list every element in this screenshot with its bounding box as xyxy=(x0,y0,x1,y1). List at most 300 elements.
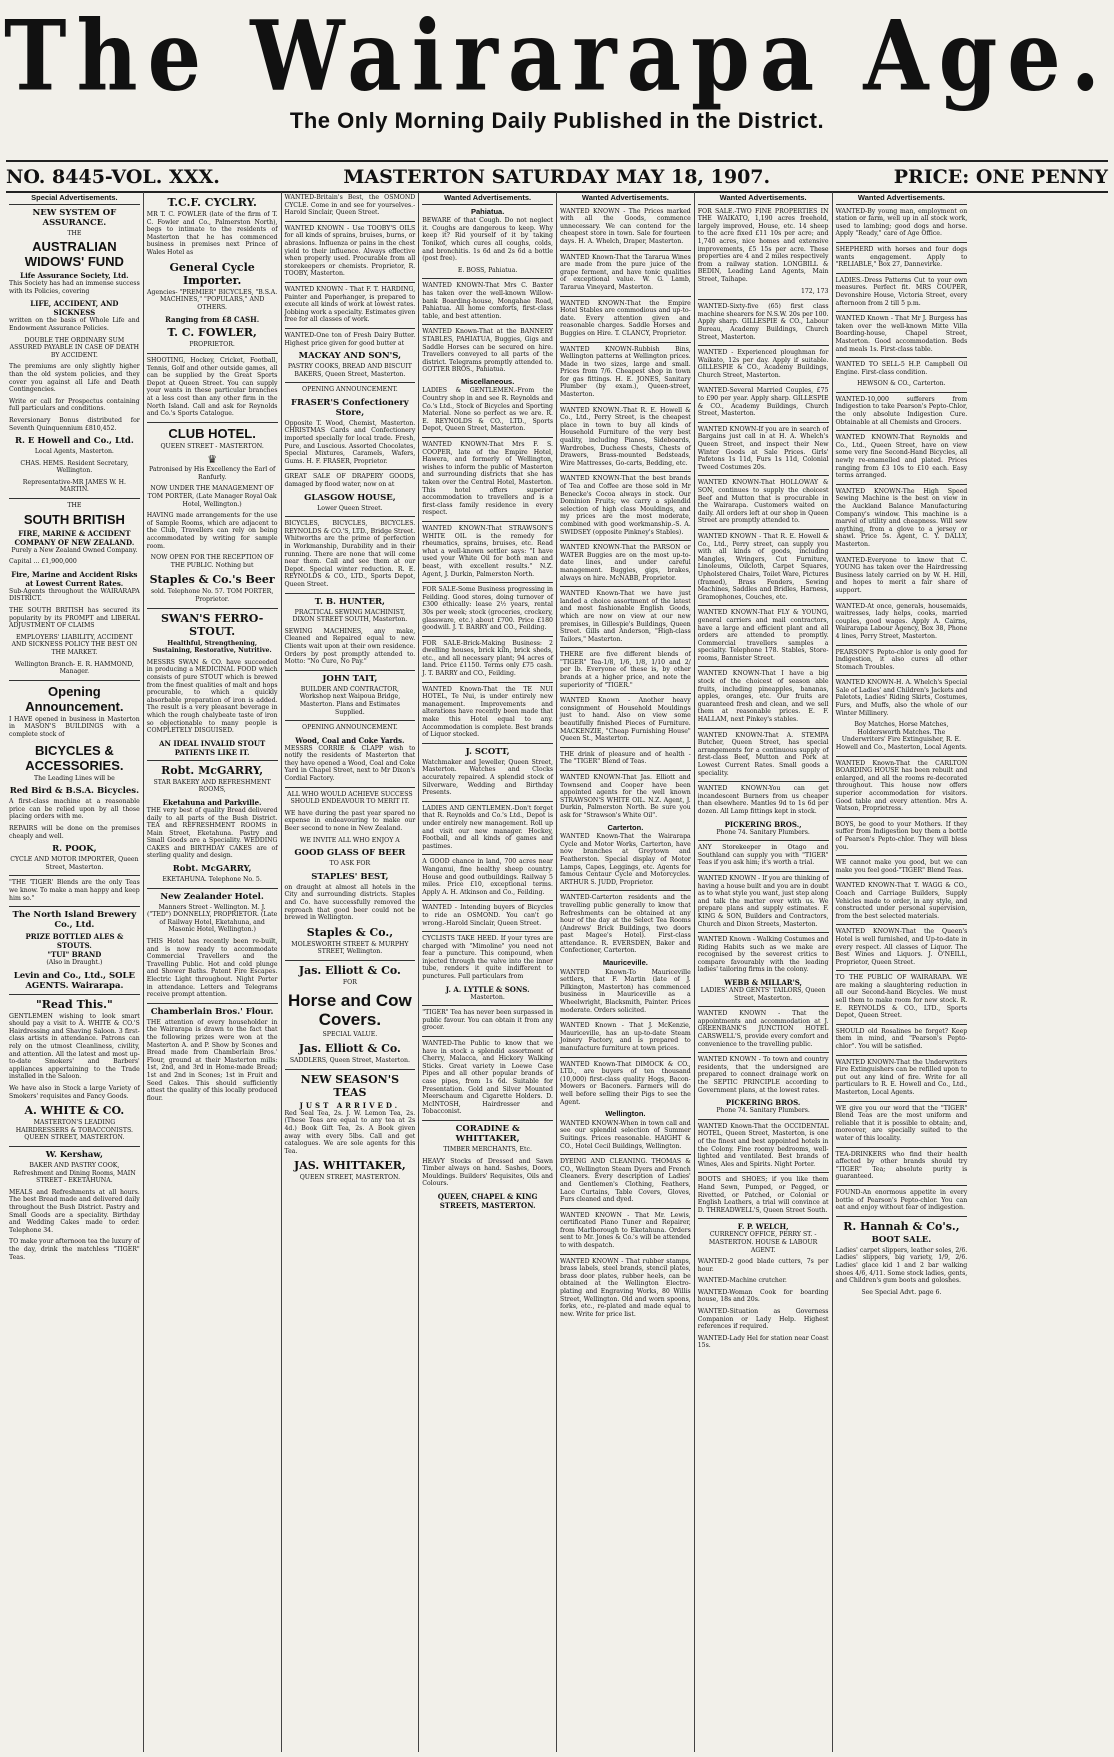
ad-heading: NEW SEASON'S TEAS xyxy=(300,1072,400,1099)
divider xyxy=(560,1208,691,1209)
ad-name: F. P. WELCH, xyxy=(737,1222,789,1232)
ad-name: GLASGOW HOUSE, xyxy=(304,492,396,503)
ad-text: WANTED Known - That J. McKenzie, Mauriceville, has an up-to-date Steam Joinery Factory, and is prepared to manufacture furniture at town prices. xyxy=(560,1022,691,1052)
divider xyxy=(698,475,829,476)
ad-heading: Wood, Coal and Coke Yards. xyxy=(295,735,405,745)
column-header: Special Advertisements. xyxy=(9,194,140,205)
ad-text: FOUND-An enormous appetite in every bottle of Pearson's Pepto-chlor. You can eat and enjoy without fear of indigestion. xyxy=(835,1188,968,1212)
ad-heading: CORADINE & WHITTAKER, xyxy=(455,1123,520,1144)
divider xyxy=(698,345,829,346)
ad-text: WANTED KNOWN - The Prices marked with all the Goods, commence unnecessary. We can contend for the cheapest store in town. Sale for fourteen days. H. A. Whelch, Draper, Masterton. xyxy=(560,207,691,245)
ad-text: WANTED KNOWN-If you are in search of Bargains just call in at H. A. Whelch's Queen Street, and inspect their New Winter Goods at Sale Prices. Girls' Pafetons 1s 11d, Furs 1s 11d, Colonial Tweed Costumes 20s. xyxy=(697,425,829,471)
ad-text: GREAT SALE OF DRAPERY GOODS, damaged by flood water, now on at xyxy=(284,473,416,489)
ad-heading: Opening Announcement. xyxy=(25,683,124,714)
ad-heading: GOOD GLASS OF BEER xyxy=(294,848,406,859)
ad-name: J. A. LYTTLE & SONS. xyxy=(445,984,530,994)
ad-name: PICKERING BROS. xyxy=(725,1098,801,1108)
divider xyxy=(836,855,968,856)
divider xyxy=(285,328,416,329)
divider xyxy=(9,680,140,681)
ad-text: WANTED-10,000 sufferers from Indigestion to take Pearson's Pepto-Chlor, the only absolute Indigestion Cure. Obtainable at all Chemists and Grocers. xyxy=(835,395,968,426)
ad-text: WANTED-One ton of Fresh Dairy Butter. Highest price given for good butter at xyxy=(284,331,416,347)
ad-text: CHAS. HEMS. Resident Secretary, Wellington. xyxy=(20,459,129,475)
ad-text: BAKER AND PASTRY COOK, Refreshment and Dining Rooms, MAIN STREET - EKETAHUNA. xyxy=(13,1162,136,1185)
issue-date: MASTERTON SATURDAY MAY 18, 1907. xyxy=(343,166,771,188)
ad-text: QUEEN STREET - MASTERTON. xyxy=(160,442,264,450)
ad-heading: T.C.F. CYCLRY. xyxy=(167,196,257,209)
ad-text: WANTED-Carterton residents and the travelling public generally to know that Refreshments can be obtained at any hour of the day at the Select Tea Rooms (Andrews' Brick Buildings, two doors past Magee's Hotel). First-class attendance. R. EVERSDEN, Baker and Confectioner, Carterton. xyxy=(560,894,691,955)
ad-text: WANTED KNOWN-That the best brands of Tea and Coffee are those sold in Mr Benecke's Cocoa always in stock. Our Dominion Fruits; we carry a splendid selection of high class Mouldings, and my prices are the most moderate, combined with good workmanship.-S. A. SWIDSEY (opposite Pinkney's Stables). xyxy=(560,475,691,536)
ad-heading: BICYCLES & ACCESSORIES. xyxy=(25,742,124,773)
ad-text: TO THE PUBLIC OF WAIRARAPA. WE are making a slaughtering reduction in all our Second-hand Bicycles. We must sell them to make room for new stock. R. E. REYNOLDS & CO., LTD., Sports Depot, Queen Street. xyxy=(835,974,968,1020)
ad-text: Healthful, Strengthening, Sustaining, Restorative, Nutritive. xyxy=(152,639,272,655)
ad-text: CYCLISTS TAKE HEED. If your tyres are charged with "Mimoline" you need not fear a puncture. This compound, when injected through the valve into the inner tube, renders it quite indifferent to punctures. Full particulars from xyxy=(422,935,553,981)
ad-text: PRACTICAL SEWING MACHINIST, DIXON STREET SOUTH, Masterton. xyxy=(292,608,408,624)
ad-text: WANTED KNOWN-That the Underwriters Fire Extinguishers can be refilled upon to put out any kind of fire. Write for all particulars to R. E. Howell and Co., Ltd., Masterton, Local Agents. xyxy=(835,1058,968,1096)
divider xyxy=(836,484,968,485)
ad-text: THE attention of every householder in the Wairarapa is drawn to the fact that the following prizes were won at the Masterton A. and P. Show by Scones and Bread made from Chamberlain Bros.' Flour, ground at their Masterton mills: 1st, 2nd, and 3rd in Home-made Bread; 1st and 2nd in Scones; 1st in Fruit and Seed Cakes. This should sufficiently attest the quality of this locally produced flour. xyxy=(146,1018,278,1102)
column-header: Wanted Advertisements. xyxy=(836,194,968,205)
ad-text: WANTED-Several Married Couples, £75 to £90 per year. Apply sharp. GILLESPIE & CO., Academy Buildings, Church Street, Masterton. xyxy=(697,387,829,418)
ad-text: WANTED KNOWN-The High Speed Sewing Machine is the best on view in the Auckland Balance Manufacturing Company's window. This machine is a marvel of utility and cheapness. Will sew anything, from a glove to a jersey or shawl. Price 5s. Agent, C. Y. DALLY, Masterton. xyxy=(835,487,968,548)
ad-text: FOR SALE-Brick-Making Business: 2 dwelling houses, brick kiln, brick sheds, etc., and all necessary plant; 94 acres of land. Price £1150. Terms only £75 cash. J. T. BARRY and CO., Feilding. xyxy=(422,639,553,678)
ad-text: TO make your afternoon tea the luxury of the day, drink the matchless "TIGER" Teas. xyxy=(9,1238,140,1261)
ad-text: "TUI" BRAND xyxy=(47,950,102,960)
ad-heading: "Read This." xyxy=(36,997,113,1011)
ad-text: GENTLEMEN wishing to look smart should pay a visit to A. WHITE & CO.'S Hairdressing and Shaving Saloon. 3 first-class artists in attendance. Patrons can rely on the utmost Cleanliness, civility, and attention. All the latest and most up-to-date Smokers' and Barbers' appliances appertaining to the Trade installed in the Saloon. xyxy=(9,1012,140,1081)
ad-text: DYEING AND CLEANING. THOMAS & CO., Wellington Steam Dyers and French Cleaners. Every description of Ladies' and Gentlemen's Clothing, Feathers, Lace Curtains, Table Covers, Gloves, Furs cleaned and dyed. xyxy=(560,1158,691,1204)
ad-text: The Leading Lines will be xyxy=(33,774,115,782)
column-4 xyxy=(419,192,557,1752)
divider xyxy=(560,1057,691,1058)
ad-heading: New Zealander Hotel. xyxy=(160,891,264,902)
top-rule xyxy=(6,160,1108,162)
ad-name: HEWSON & CO., Carterton. xyxy=(857,380,946,388)
ad-text: MESSRS SWAN & CO. have succeeded in producing a MEDICINAL FOOD which consists of pure STOUT which is brewed from the finest qualities of malt and hops procurable, to which a quickly absorbable preparation of iron is added. The result is a very pleasant beverage in which the rough chalybeate taste of iron so objectionable to many people is COMPLETELY DISGUISED. xyxy=(146,658,278,735)
ad-text: DOUBLE THE ORDINARY SUM ASSURED PAYABLE IN CASE OF DEATH BY ACCIDENT. xyxy=(9,336,140,359)
ad-text: QUEEN, CHAPEL & KING STREETS, MASTERTON. xyxy=(437,1191,538,1210)
ad-text: WANTED-Britain's Best, the OSMOND CYCLE. Come in and see for yourselves.-Harold Sinclair, Queen Street. xyxy=(284,194,416,217)
ad-text: WANTED KNOWN-That Reynolds and Co., Ltd., Queen Street, have on view some very fine Second-Hand Bicycles, all newly re-enamelled and plated. Prices ranging from £3 10s to £10 each. Easy terms arranged. xyxy=(835,434,968,480)
divider xyxy=(698,529,829,530)
divider xyxy=(698,871,829,872)
ad-text: CURRENCY OFFICE, PERRY ST. - MASTERTON. HOUSE & LABOUR AGENT. xyxy=(708,1231,818,1254)
column-1 xyxy=(6,192,144,1752)
ad-heading: Robt. McGARRY, xyxy=(161,763,264,777)
ad-name: W. Kershaw, xyxy=(45,1150,104,1160)
ad-text: SEWING MACHINES, any make, Cleaned and Repaired equal to new. Clients wait upon at their own residence. Orders by post promptly attended to. Motto: "No Cure, No Pay." xyxy=(284,627,416,666)
ad-company-name: SOUTH BRITISH xyxy=(23,511,125,527)
ad-text: THE xyxy=(67,502,82,510)
ad-text: Purely a New Zealand Owned Company. xyxy=(11,546,138,554)
divider xyxy=(422,801,553,802)
ad-text: WANTED Known-That the TE NUI HOTEL, Te Nui, is under entirely new management. Improvements and alterations have recently been made that make this Hotel equal to any. Accommodation is complete. Best brands of Liquor stocked. xyxy=(422,685,553,739)
ad-text: THE very best of quality Bread delivered daily to all parts of the Bush District. TEA and REFRESHMENT ROOMS in Main Street, Eketahuna. Pastry and Small Goods are a Speciality. WEDDING CAKES and BIRTHDAY CAKES are of sterling quality and design. xyxy=(146,806,278,860)
ad-text: THERE are five different blends of "TIGER" Tea-1/8, 1/6, 1/8, 1/10 and 2/ per lb. Everyone of these is, by other brands at a higher price, and note the superiority of "TIGER." xyxy=(560,651,691,689)
ad-text: AN IDEAL INVALID STOUT PATIENTS LIKE IT. xyxy=(159,738,266,757)
divider xyxy=(560,250,691,251)
ad-text: WANTED-Everyone to know that C. YOUNG has taken over the Hairdressing Business lately carried on by W. H. Hill, and hopes to merit a fair share of support. xyxy=(835,556,968,594)
ad-text: WE give you our word that the "TIGER" Blend Teas are the most uniform and reliable that it is possible to obtain; and, moreover, are specially suited to the water of this locality. xyxy=(835,1104,968,1142)
divider xyxy=(836,357,968,358)
divider xyxy=(285,282,416,283)
ad-text: Boy Matches, Horse Matches, Holdersworth Matches. The Underwriters' Fire Extinguisher, R. E. Howell and Co., Masterton, Local Agents. xyxy=(835,721,967,752)
divider xyxy=(836,430,968,431)
ad-text: SHOULD old Rosalines be forget? Keep them in mind, and "Pearson's Pepto-chlor". You will be satisfied. xyxy=(835,1027,968,1051)
ad-text: LADIES AND GENTLEMEN.-Don't forget that R. Reynolds and Co.'s Ltd., Depot is under entirely new management. Roll up and visit our new manager. Hockey, Football, and all kinds of games and pastimes. xyxy=(422,804,553,850)
ad-agent: Levin and Co., Ltd., SOLE AGENTS. Wairarapa. xyxy=(13,970,135,991)
divider xyxy=(698,605,829,606)
divider xyxy=(9,875,140,876)
divider xyxy=(698,1052,829,1053)
ad-heading: Chamberlain Bros.' Flour. xyxy=(150,1006,274,1017)
masthead xyxy=(0,0,1114,134)
ad-name: A. WHITE & CO. xyxy=(24,1104,125,1118)
divider xyxy=(836,970,968,971)
ad-text: SHOOTING, Hockey, Cricket, Football, Tennis, Golf and other outside games, all can be supplied by the Great Sports Depot at Queen Street. You can supply your wants in these particular branches at a less cost than any other firm in the North Island. Call and ask for Reynolds and Co.'s Sports Catalogue. xyxy=(146,356,278,418)
ad-text: WANTED KNOWN.-That R. E. Howell & Co., Ltd., Perry Street, is the cheapest place in town to buy all kinds of Household Furniture of the very best quality, including Pianos, Sideboards, Wardrobes, Duchess Chests, Chests of Drawers, Brass-mounted Bedsteads, Wire Mattresses, Go-carts, Bedding, etc. xyxy=(560,406,691,467)
ad-text: WANTED KNOWN-Rubbish Bins, Wellington patterns at Wellington prices. Made in two sizes, large and small. Prices from 7/6. Cheapest shop in town for gas fittings. H. E. JONES, Sanitary Plumber (by exam.), Queen-street, Masterton. xyxy=(560,345,691,399)
ad-text: HEAVY Stocks of Dressed and Sawn Timber always on hand. Sashes, Doors, Mouldings. Builders' Requisites, Oils and Colours. xyxy=(422,1157,553,1188)
ad-text: WANTED-2 good blade cutters, 7s per hour. xyxy=(697,1258,829,1273)
divider xyxy=(285,960,416,961)
divider xyxy=(285,670,416,671)
divider xyxy=(422,854,553,855)
ad-text: WANTED KNOWN - That Mr. Lewis, certificated Piano Tuner and Repairer, from Marlborough to Eketahuna. Orders sent to Mr. Jones & Co.'s will be attended to with despatch. xyxy=(560,1211,691,1250)
divider xyxy=(698,299,829,300)
ad-text: FOR SALE.-TWO FINE PROPERTIES IN THE WAIKATO, 1,190 acres freehold, largely improved, House, etc. 14 sheep to the acre fixed £11 10s per acre; and 1,740 acres, nice homes and extensive improvements, £5 15s per acre. These properties are 4 and 2 miles respectively from a railway station. LONGBILL & BEDIN, Leading Land Agents, Main Street, Taihape. xyxy=(697,207,829,283)
divider xyxy=(9,498,140,499)
divider xyxy=(9,906,140,907)
divider xyxy=(422,1120,553,1121)
divider xyxy=(698,840,829,841)
ad-text: STAR BAKERY AND REFRESHMENT ROOMS, xyxy=(153,778,271,794)
divider xyxy=(836,1055,968,1056)
divider xyxy=(836,878,968,879)
ad-text: WANTED KNOWN - That rubber stamps, brass labels, steel brands, stencil plates, brass door plates, rubber heels, can be obtained at the Wellington Electro-plating and Engraving Works, 80 Willis Street, Wellington. Old and worn spoons, forks, etc., re-plated and made equal to new. Write for price list. xyxy=(560,1257,691,1318)
divider xyxy=(836,924,968,925)
ad-text: WANTED Known-That at the BANNERY STABLES, PAHIATUA, Buggies, Gigs and Saddle Horses can be secured on hire. Travellers conveyed to all parts of the district. Telegrams promptly attended to. GOTTER BROS., Pahiatua. xyxy=(422,328,553,374)
divider xyxy=(836,273,968,274)
ad-text: Red Seal Tea, 2s. J. W. Lemon Tea, 2s. (These Teas are equal to any tea at 2s 4d.) Book Gift Tea, 2s. A Book given away with every 5lbs. Call and get catalogues. We are sole agents for this Tea. xyxy=(284,1109,416,1155)
ad-text: WANTED KNOWN-That HOLLOWAY & SON, continues to supply the choicest Beef and Mutton that is procurable in the Wairarapa. Customers waited on daily. All orders left at our shop in Queen Street are promptly attended to. xyxy=(697,479,829,525)
ad-text: Eketahuna and Parkville. xyxy=(162,797,262,807)
divider xyxy=(560,647,691,648)
divider xyxy=(9,994,140,995)
ad-text: QUEEN STREET, MASTERTON. xyxy=(299,1174,401,1182)
ad-text: Ranging from £8 CASH. xyxy=(165,315,260,325)
divider xyxy=(422,636,553,637)
ad-name: T. C. FOWLER, xyxy=(167,326,257,340)
ad-text: Reversionary Bonus distributed for Seventh Quinquennium £810,452. xyxy=(9,416,140,432)
ad-subheading: Life Assurance Society, Ltd. xyxy=(20,271,129,281)
ad-text: WE INVITE ALL WHO ENJOY A xyxy=(300,836,400,844)
ad-text: Opposite T. Wood, Chemist, Masterton. CHRISTMAS Cards and Confectionery imported specially for local trade. Fresh, Pure, and Luscious. Assorted Chocolates, Special Mixtures, Caramels, Wafers, Gums. H. F. FRASER, Proprietor. xyxy=(284,419,416,465)
divider xyxy=(285,593,416,594)
ad-heading: Jas. Elliott & Co. xyxy=(298,963,401,977)
ad-text: PRIZE BOTTLED ALES & STOUTS. xyxy=(25,932,124,951)
ad-text: A GOOD chance in land, 700 acres near Wanganui, fine healthy sheep country. House and good outbuildings. Railway 5 miles. Price £10, exceptional terms. Apply A. H. Atkinson and Co., Feilding. xyxy=(422,858,553,896)
ad-text: WANTED-At once, generals, housemaids, waitresses, lady helps, cooks, married couples, good wages. Apply A. Cairns, Wairarapa Labour Agency, Box 38, Phone 4 lines, Perry Street, Masterton. xyxy=(835,602,968,640)
ad-text: THIS Hotel has recently been re-built, and is now ready to accommodate Commercial Travellers and the Travelling Public. Hot and cold plunge and Shower Baths. Patent Fire Escapes. Electric Light throughout. Night Porter in attendance. Letters and Telegrams receive prompt attention. xyxy=(146,938,278,999)
divider xyxy=(560,296,691,297)
divider xyxy=(836,242,968,243)
ad-text: Write or call for Prospectus containing full particulars and conditions. xyxy=(9,397,140,413)
ad-name: PICKERING BROS., xyxy=(724,819,802,829)
divider xyxy=(422,1005,553,1006)
ad-text: WANTED KNOWN-That the Queen's Hotel is well furnished, and Up-to-date in every respect. All classes of Liquor. The Best Wines and Liquors. J. O'NEILL, Proprietor, Queen Street. xyxy=(835,928,968,966)
ad-text: BOOTS and SHOES; if you like them Hand Sewn, Pumped, or Pegged, or Rivetted, or Patched, or Colonial or English Leathers, a trial will convince at D. THREADWELL'S, Queen Street South. xyxy=(697,1176,829,1214)
ad-text: BEWARE of that Cough. Do not neglect it. Coughs are dangerous to keep. Why keep it? Rid yourself of it by taking Tonikof, which cures all coughs, colds, and bronchitis. 1s 6d and 2s 6d a bottle (post free). xyxy=(422,217,553,263)
ad-heading: SWAN'S FERRO-STOUT. xyxy=(160,611,264,638)
divider xyxy=(285,720,416,721)
divider xyxy=(698,728,829,729)
ad-name: MACKAY AND SON'S, xyxy=(298,351,402,362)
divider xyxy=(698,666,829,667)
ad-heading: JOHN TAIT, xyxy=(322,673,378,684)
ad-text: SADDLERS, Queen Street, Masterton. xyxy=(289,1057,410,1065)
ad-name: R. POOK, xyxy=(52,844,97,855)
ad-text: WANTED-Woman Cook for boarding house, 18s and 20s. xyxy=(697,1288,829,1304)
ad-text: WANTED KNOWN-That A. STEMPA Butcher, Queen Street, has special arrangements for a continuous supply of first-class Beef, Mutton and Pork at Lowest Current Rates. Small goods a speciality. xyxy=(697,731,829,777)
ad-text: 172, 173 xyxy=(800,287,829,295)
divider xyxy=(422,931,553,932)
ad-text: EMPLOYERS' LIABILITY, ACCIDENT AND SICKNESS POLICY THE BEST ON THE MARKET. xyxy=(11,633,138,656)
ad-subheading: BOOT SALE. xyxy=(871,1234,932,1245)
divider xyxy=(560,540,691,541)
ad-company-name: AUSTRALIAN WIDOWS' FUND xyxy=(24,239,124,270)
column-7 xyxy=(833,192,971,1752)
ad-text: WANTED KNOWN - Use TOOBY'S OILS for all kinds of sprains, bruises, burns, or abrasions. Influenza or pains in the chest yield to their influence. Always effective when properly used. Procurable from all storekeepers or chemists. Proprietor, R. TOOBY, Masterton. xyxy=(284,224,416,278)
columns xyxy=(6,192,1108,1752)
ad-text: LADIES' AND GENTS' TAILORS, Queen Street, Masterton. xyxy=(700,987,826,1002)
ad-text: THE xyxy=(67,229,82,237)
ad-text: Capital ... £1,900,000 xyxy=(9,558,77,566)
ad-text: PASTRY COOKS, BREAD AND BISCUIT BAKERS, Queen Street, Masterton. xyxy=(287,363,412,378)
ad-text: Local Agents, Masterton. xyxy=(34,448,114,456)
ad-text: SHEPHERD with horses and four dogs wants engagement. Apply to "RELIABLE," Box 27, Dannevirke. xyxy=(835,245,968,269)
ad-text: HAVING made arrangements for the use of Sample Rooms, which are adjacent to the Club, Travellers can rely on being accommodated by writing for sample room. xyxy=(146,512,278,550)
ad-text: BOYS, be good to your Mothers. If they suffer from Indigestion buy them a bottle of Pearson's Pepto-chlor. They will bless you. xyxy=(835,820,968,851)
ad-text: WANTED-Situation as Governess Companion or Lady Help. Highest references if required. xyxy=(697,1308,829,1331)
divider xyxy=(147,422,278,423)
ad-text: JUST ARRIVED. xyxy=(299,1100,401,1110)
divider xyxy=(422,521,553,522)
section-heading: Mauriceville. xyxy=(602,958,648,968)
ad-text: Agencies- "PREMIER" BICYCLES, "B.S.A. MACHINES," "POPULARS," AND OTHERS. xyxy=(147,288,278,311)
ad-text: Phone 74. Sanitary Plumbers. xyxy=(716,1107,810,1115)
ad-text: LADIES.-Dress Patterns Cut to your own measures. Perfect fit. MRS COUPER, Devonshire House, Victoria Street, every afternoon from 2 till 5 p.m. xyxy=(835,276,968,307)
ad-text: FOR SALE-Some Business progressing in Feilding. Good stores, doing turnover of £300 ethically: lease 2½ years, rental 30s per week; stock (groceries, crockery, glassware, etc.) about £700. Price £180 goodwill. J. T. BARRY and CO., Feilding. xyxy=(422,586,553,632)
column-header: Wanted Advertisements. xyxy=(560,194,691,205)
divider xyxy=(422,324,553,325)
ad-text: BUILDER AND CONTRACTOR, Workshop next Waipoua Bridge, Masterton. Plans and Estimates Supplied. xyxy=(299,685,401,716)
ad-text: A first-class machine at a reasonable price can be relied upon by all those placing orders with me. xyxy=(9,798,140,821)
ad-name: JAS. WHITTAKER, xyxy=(294,1159,406,1173)
divider xyxy=(422,278,553,279)
ad-text: TO ASK FOR xyxy=(329,860,371,868)
ad-subheading: Red Bird & B.S.A. Bicycles. xyxy=(9,786,140,797)
ad-text: WANTED KNOWN-H. A. Whelch's Special Sale of Ladies' and Children's Jackets and Paletots, Ladies' Riding Skirts, Costumes, Furs, and Muffs, also the whole of our Winter Millinery. xyxy=(835,679,968,717)
masthead-title: The Wairarapa Age. xyxy=(3,0,1110,113)
ad-text: ALL WHO WOULD ACHIEVE SUCCESS SHOULD ENDEAVOUR TO MERIT IT. xyxy=(287,790,413,806)
ad-text: Phone 74. Sanitary Plumbers. xyxy=(716,828,810,836)
ad-heading: NEW SYSTEM OF ASSURANCE. xyxy=(32,207,117,228)
column-header: Wanted Advertisements. xyxy=(422,194,553,205)
ad-text: Manners Street - Wellington. M. J. ("TED") DONNELLY, PROPRIETOR. (Late of Railway Hotel, Eketahuna, and Masonic Hotel, Wellington.) xyxy=(146,903,278,934)
column-2 xyxy=(144,192,282,1752)
ad-name: STAPLES' BEST, xyxy=(311,871,389,882)
divider xyxy=(836,553,968,554)
ad-text: I HAVE opened in business in Masterton in MASON'S BUILDINGS with a complete stock of xyxy=(9,715,140,738)
ad-text: Patronised by His Excellency the Earl of Ranfurly. xyxy=(148,466,276,481)
ad-heading: CLUB HOTEL. xyxy=(168,425,256,441)
section-heading: Miscellaneous. xyxy=(460,376,515,386)
ad-text: WANTED Known-That the CARLTON BOARDING HOUSE has been rebuilt and enlarged, and all the rooms re-decorated throughout. This house now offers superior accommodation for visitors. Good table and every attention. Mrs A. Watson, Proprietress. xyxy=(835,759,968,813)
ad-text: LADIES & GENTLEMEN.-From the Country shop in and see R. Reynolds and Co.'s Ltd., Stock of Bicycles and Sporting Material. None so perfect as we are. R. E. REYNOLDS & CO., LTD., Sports Depot, Queen Street, Masterton. xyxy=(422,387,553,433)
divider xyxy=(698,422,829,423)
masthead-tagline: The Only Morning Daily Published in the District. xyxy=(289,108,825,133)
ad-text: MASTERTON'S LEADING HAIRDRESSERS & TOBACCONISTS. QUEEN STREET, MASTERTON. xyxy=(15,1119,134,1142)
ad-text: WANTED KNOWN - That F. T. HARDING, Painter and Paperhanger, is prepared to execute all kinds of work at lowest rates. Jobbing work a specialty. Estimates given free for all classes of work. xyxy=(284,285,416,324)
ad-text: WANTED KNOWN-That Jas. Elliott and Townsend and Cooper have been appointed agents for the well known STRAWSON'S WHITE OIL. N.Z. Agent, J. Durkin, Palmerston North. Be sure you ask for "Strawson's White Oil". xyxy=(560,774,691,819)
ad-text: WE cannot make you good, but we can make you feel good-"TIGER" Blend Teas. xyxy=(835,859,968,874)
divider xyxy=(422,900,553,901)
issue-number: NO. 8445-VOL. XXX. xyxy=(6,166,220,188)
divider xyxy=(836,1185,968,1186)
divider xyxy=(560,342,691,343)
ad-text: WANTED-By young man, employment on station or farm, well up in all stock work, used to lambing; good dogs and horse. Apply "Ready," care of Age Office. xyxy=(835,207,968,238)
ad-text: WANTED KNOWN - That the appointments and accommodation at J. GREENBANK'S JUNCTION HOTEL CARSWELL'S, provide every comfort and convenience to the travelling public. xyxy=(697,1010,829,1048)
ad-text: on draught at almost all hotels in the City and surrounding districts. Staples and Co. have successfully removed the reproach that good beer could not be brewed in Wellington. xyxy=(284,883,416,922)
ad-text: WANTED KNOWN - That R. E. Howell & Co., Ltd., Perry street, can supply you with all kinds of goods, including Mangles, Wringers, Cut Furniture, Linoleums, Oilcloth, Carpet Squares, Upholstered Chairs, Toilet Ware, Pictures (framed), Brass Fenders, Sewing Machines, Saddles and Bridles, Harness, Gramophones, Couches, etc. xyxy=(697,532,829,601)
divider xyxy=(560,747,691,748)
ad-text: FOR xyxy=(342,978,357,986)
divider xyxy=(147,353,278,354)
divider xyxy=(836,1147,968,1148)
divider xyxy=(836,599,968,600)
divider xyxy=(285,516,416,517)
divider xyxy=(560,1154,691,1155)
divider xyxy=(147,1003,278,1004)
ad-text: WANTED-Lady Hel for station near Coast 15s. xyxy=(697,1334,829,1350)
ad-text: CYCLE AND MOTOR IMPORTER, Queen Street, Masterton. xyxy=(10,856,139,871)
ad-text: This Society has had an immense success with its Policies, covering xyxy=(9,280,140,295)
ad-text: WANTED Known-That the Wairarapa Cycle and Motor Works, Carterton, have now branches at Greytown and Featherston. Special display of Motor Lamps, Capes, Leggings, etc. Agents for famous Centaur Cycle and Motorcycles. ARTHUR S. JUDD, Proprietor. xyxy=(560,833,691,886)
divider xyxy=(560,1018,691,1019)
ad-heading: Horse and Cow Covers. xyxy=(288,990,412,1029)
divider xyxy=(698,383,829,384)
ad-text: WANTED - Intending buyers of Bicycles to ride an OSMOND. You can't go wrong.-Harold Sinclair, Queen Street. xyxy=(422,904,553,927)
divider xyxy=(560,1254,691,1255)
divider xyxy=(560,471,691,472)
ad-text: SPECIAL VALUE. xyxy=(322,1030,378,1038)
divider xyxy=(836,1216,968,1217)
column-5 xyxy=(557,192,695,1752)
divider xyxy=(285,221,416,222)
ad-text: LIFE, ACCIDENT, AND SICKNESS xyxy=(30,299,119,318)
ad-heading: The North Island Brewery Co., Ltd. xyxy=(12,910,137,931)
ad-text: "THE 'TIGER' Blends are the only Teas we know. To make a man happy and keep him so." xyxy=(9,879,140,902)
ad-text: WANTED Known-That the OCCIDENTAL HOTEL, Queen Street, Masterton, is one of the finest and best appointed hotels in the Colony. Fine roomy bedrooms, well-lighted and ventilated. Best brands of Wines, Ales and Spirits. Night Porter. xyxy=(697,1122,829,1168)
ad-text: WANTED KNOWN-That Mrs F. S. COOPER, late of the Empire Hotel, Hawera, and formerly of Wellington, wishes to inform the public of Masterton and surrounding districts that she has taken over the Central Hotel, Masterton. This hotel offers superior accommodation to travellers and is a first-class family residence in every respect. xyxy=(422,441,553,517)
column-3 xyxy=(282,192,420,1752)
section-heading: Carterton. xyxy=(607,822,644,832)
ad-text: Sub-Agents throughout the WAIRARAPA DISTRICT. xyxy=(9,587,140,603)
ad-text: Wellington Branch- E. R. HAMMOND, Manager. xyxy=(14,660,134,676)
ad-text: We have also in Stock a large Variety of Smokers' requisites and Fancy Goods. xyxy=(9,1085,140,1100)
ad-text: MR T. C. FOWLER (late of the firm of T. C. Fowler and Co., Palmerston North), begs to intimate to the residents of Masterton that he has commenced business in premises next Prince of Wales Hotel as xyxy=(146,211,278,256)
ad-heading: R. Hannah & Co's., xyxy=(843,1219,960,1233)
ad-text: Fire, Marine and Accident Risks at Lowest Current Rates. xyxy=(11,569,138,588)
ad-text: sold. Telephone No. 57. TOM PORTER, Proprietor. xyxy=(150,588,274,603)
divider xyxy=(422,682,553,683)
ad-text: written on the basis of Whole Life and Endowment Assurance Policies. xyxy=(9,317,140,332)
ad-text: NOW OPEN FOR THE RECEPTION OF THE PUBLIC. Nothing but xyxy=(150,554,274,569)
ad-text: Masterton. xyxy=(470,993,505,1001)
divider xyxy=(147,888,278,889)
ad-text: TEA-DRINKERS who find their health affected by other brands should try "TIGER" Tea; absolute purity is guaranteed. xyxy=(835,1150,968,1181)
ad-text: WANTED Known-To Mauriceville settlers, that F. Martin (late of J. Pilkington, Masterton) has commenced business in Mauriceville as a Wheelwright, Blacksmith, Painter. Prices moderate. Orders solicited. xyxy=(560,968,691,1014)
divider xyxy=(285,382,416,383)
ad-name: Robt. McGARRY, xyxy=(172,864,252,875)
ad-text: WANTED Known - That Mr J. Burgess has taken over the well-known Mitte Villa Boarding-house, Chapel Street, Masterton. Good accommodation. Beds and meals 1s. First-class table. xyxy=(835,315,968,353)
ad-text: WANTED KNOWN-You can get incandescent Burners from us cheaper than elsewhere. Mantles 9d to 1s 6d per dozen. All Lamp fittings kept in stock. xyxy=(697,785,829,815)
divider xyxy=(285,469,416,470)
divider xyxy=(698,1218,829,1219)
divider xyxy=(560,693,691,694)
ad-text: WANTED Known - Walking Costumes and Riding Habits such as we make are recognised by the severest critics to compare favourably with the leading ladies' tailoring firms in the colony. xyxy=(697,936,829,974)
ad-text: EKETAHUNA. Telephone No. 5. xyxy=(162,876,262,884)
divider xyxy=(836,392,968,393)
divider xyxy=(836,756,968,757)
ad-text: Representative-MR JAMES W. H. MARTIN. xyxy=(22,478,126,494)
ad-text: WANTED KNOWN-That FLY & YOUNG, general carriers and mail contractors, have a large and efficient plant and all orders are attended to promptly. Commercial travellers samples a specialty. Telephone 178. Stables, Store-rooms, Bannister Street. xyxy=(697,609,829,662)
ad-heading: FRASER'S Confectionery Store, xyxy=(290,397,409,418)
ad-text: WANTED - Experienced ploughman for Waikato, 12s per day. Apply if suitable. GILLESPIE & CO., Academy Buildings, Church Street, Masterton. xyxy=(697,349,829,379)
ad-text: OPENING ANNOUNCEMENT. xyxy=(302,724,398,732)
divider xyxy=(147,760,278,761)
ad-name: J. SCOTT, xyxy=(465,746,510,757)
ad-name: Staples & Co., xyxy=(306,925,394,939)
ad-text: THE drink of pleasure and of health - The "TIGER" Blend of Teas. xyxy=(560,750,691,766)
divider xyxy=(422,582,553,583)
divider xyxy=(698,1172,829,1173)
ad-name: Jas. Elliott & Co. xyxy=(298,1042,401,1056)
divider xyxy=(698,1006,829,1007)
ad-text: The premiums are only slightly higher than the old system policies, and they cover you against all Life and Death Contingencies. xyxy=(9,363,140,394)
ad-heading: T. B. HUNTER, xyxy=(314,596,386,607)
divider xyxy=(836,311,968,312)
ad-text: WANTED KNOWN - If you are thinking of having a house built and you are in doubt as to what style you want, just step along and talk the matter over with us. We prepare plans and supply estimates. F. KING & SON, Builders and Contractors, Church and Dixon Streets, Masterton. xyxy=(697,874,829,928)
ad-subheading: FIRE, MARINE & ACCIDENT COMPANY OF NEW ZEALAND. xyxy=(14,528,135,547)
ad-text: WANTED Known - Another heavy consignment of Household Mouldings just to hand. Also on view some beautifully finished Pieces of Furniture. MACKENZIE, "Cheap Furnishing House" Queen St., Masterton. xyxy=(560,697,691,743)
ad-agent: R. E Howell and Co., Ltd. xyxy=(14,436,134,447)
ad-text: WANTED KNOWN-That the PARSON or WATER Buggies are on the most up-to-date lines, and under careful management. Buggies, gigs, brakes, always on hire. McNABB, Proprietor. xyxy=(560,544,691,582)
ad-text: WE have during the past year spared no expense in endeavouring to make our Beer second to none in New Zealand. xyxy=(284,809,416,833)
ad-text: E. BOSS, Pahiatua. xyxy=(457,266,518,274)
column-header: Wanted Advertisements. xyxy=(698,194,829,205)
ad-text: WANTED KNOWN-That the Empire Hotel Stables are commodious and up-to-date. Every attention given and reasonable charges. Saddle Horses and Buggies on Hire. T. CLANCY, Proprietor. xyxy=(560,299,691,337)
ad-text: TIMBER MERCHANTS, Etc. xyxy=(443,1145,532,1153)
ad-subheading: General Cycle Importer. xyxy=(169,260,255,287)
ad-text: WANTED Known-That DIMOCK & CO., LTD., are buyers of ten thousand (10,000) first-class quality Hogs, Bacon-Mowers or Baconers. Farmers will do well before selling their Pigs to see the Agent. xyxy=(560,1060,691,1106)
divider xyxy=(422,1036,553,1037)
section-heading: Wellington. xyxy=(605,1109,646,1119)
divider xyxy=(422,437,553,438)
divider xyxy=(560,586,691,587)
ad-text: WANTED KNOWN-That Mrs C. Baxter has taken over the well-known Willow-bank Boarding-house, Mongahae Road, Pahiatua. All home comforts, first-class table, and best attention. xyxy=(422,282,553,320)
